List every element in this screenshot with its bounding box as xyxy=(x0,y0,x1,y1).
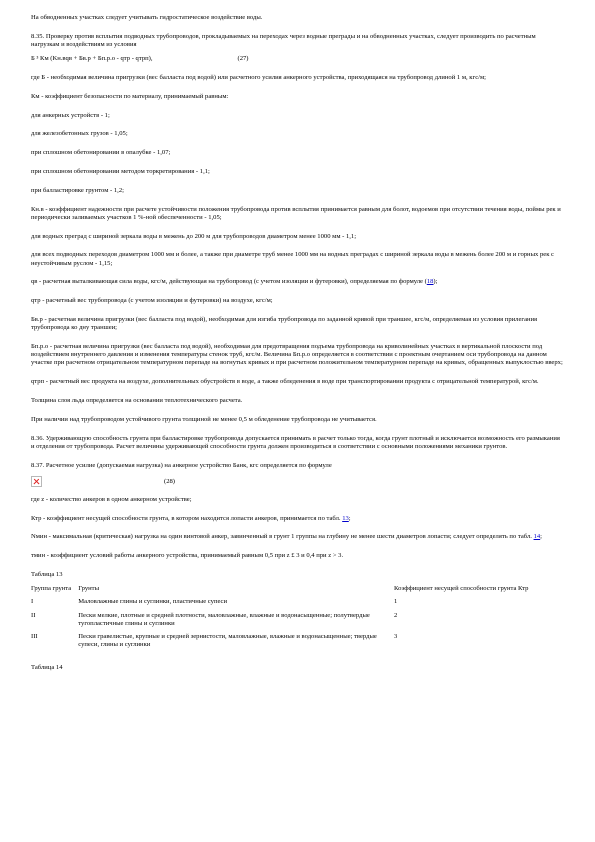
table-row xyxy=(31,612,565,633)
paragraph xyxy=(31,278,565,286)
paragraph: при сплошном обетонировании методом торкретирования - 1,1; xyxy=(31,167,210,175)
table-cell: 1 xyxy=(394,598,398,606)
paragraph: Км - коэффициент безопасности по материалу, принимаемый равным: xyxy=(31,92,229,100)
table-row xyxy=(31,633,565,654)
table-header-cell: Грунты xyxy=(78,585,99,593)
table-cell: 3 xyxy=(394,632,398,640)
paragraph xyxy=(31,533,565,541)
paragraph: тмин - коэффициент условий работы анкерного устройства, принимаемый равным 0,5 при z £ 3 и 0,4 при z > 3. xyxy=(31,552,344,560)
table-header-row xyxy=(31,585,565,598)
paragraph xyxy=(31,515,565,523)
paragraph-text: qв - расчетная выталкивающая сила воды, кгс/м, действующая на трубопровод (с учетом изоляции и футеровки), определяемая по формуле ( xyxy=(31,278,427,286)
paragraph-text: Ктр - коэффициент несущей способности грунта, в котором находится лопасти анкеров, принимается по табл. xyxy=(31,514,343,522)
table-13-link[interactable]: 13 xyxy=(342,514,349,522)
table-cell: Маловлажные глины и суглинки, пластичные супеси xyxy=(78,598,228,606)
table-header-cell: Коэффициент несущей способности грунта Ктр xyxy=(394,585,529,593)
paragraph: При наличии над трубопроводом устойчивого грунта толщиной не менее 0,5 м обледенение трубопровода не учитывается. xyxy=(31,415,377,423)
paragraph: 8.35. Проверку против всплытия подводных трубопроводов, прокладываемых на переходах через водные преграды и на обводненных участках, следует производить по расчетным нагрузкам и воздействиям из условия xyxy=(31,32,536,48)
paragraph: Кн.в - коэффициент надежности при расчете устойчивости положения трубопровода против всплытия принимается равным для болот, водоемов при отсутствии течения воды, поймы рек и периодически заливаемых участков 1 %-ной обеспеченности - 1,05; xyxy=(31,205,561,221)
paragraph: при балластировке грунтом - 1,2; xyxy=(31,186,124,194)
formula-number: (28) xyxy=(164,477,175,485)
paragraph-text: ); xyxy=(433,278,438,286)
paragraph-text: ; xyxy=(540,533,542,541)
paragraph: qтрп - расчетный вес продукта на воздухе, дополнительных обустройств в воде, а также обледенения в воде при транспортировании продукта с отрицательной температурой, кгс/м. xyxy=(31,378,539,386)
formula-number: (27) xyxy=(237,55,249,63)
paragraph: где Б - необходимая величина пригрузки (вес балласта под водой) или расчетного усилия анкерного устройства, приходящаяся на трубопровод длиной 1 м, кгс/м; xyxy=(31,74,486,81)
paragraph: для водных преград с шириной зеркала воды в межень до 200 м для трубопроводов диаметром менее 1000 мм - 1,1; xyxy=(31,232,357,240)
table-cell: Пески мелкие, плотные и средней плотности, маловлажные, влажные и водонасыщенные; полутвердые тугопластичные глины и суглинки xyxy=(78,611,370,627)
paragraph: qтр - расчетный вес трубопровода (с учетом изоляции и футеровки) на воздухе, кгс/м; xyxy=(31,297,273,305)
document-page xyxy=(31,14,565,683)
paragraph: при сплошном обетонировании в опалубке - 1,07; xyxy=(31,149,171,157)
table-cell: Пески гравелистые, крупные и средней зернистости, маловлажные, влажные и водонасыщенные; твердые супеси, глины и суглинки xyxy=(78,632,377,649)
paragraph: 8.37. Расчетное усилие (допускаемая нагрузка) на анкерное устройство Банк, кгс определяется по формуле xyxy=(31,461,332,469)
broken-image-icon xyxy=(31,476,42,487)
formula-18-link[interactable]: 18 xyxy=(426,278,434,286)
paragraph: Толщина слоя льда определяется на основании теплотехнического расчета. xyxy=(31,396,243,404)
table-row xyxy=(31,598,565,611)
paragraph-text: Nмин - максимальная (критическая) нагрузка на один винтовой анкер, завинченный в грунт 1 группы на глубину не менее шести диаметров лопасти; следует определять по табл. xyxy=(31,533,534,541)
table-14-link[interactable]: 14 xyxy=(533,533,541,541)
formula-text: Б ³ Км (Kн.вqв + Бв.р + Бп.р.о - qтр - qтрп), xyxy=(31,55,153,63)
table-cell: III xyxy=(31,632,38,640)
table-header-cell: Группа грунта xyxy=(31,585,72,593)
paragraph: Бп.р.о - расчетная величина пригрузки (вес балласта под водой), необходимая для предотвращения подъема трубопровода на криволинейных участках в вертикальной плоскости под воздействием внутреннего давления и изменения температуры стенок труб, кгс/м. Величина Бп.р.о определяется в соответствии с проектным очертанием оси трубопровода на данном участке при расчетном отрицательном температурном перепаде на вогнутых кривых и при расчетном положительном температурном перепаде на кривых, обращенных выпуклостью вверх; xyxy=(31,342,563,367)
formula-27 xyxy=(31,55,565,63)
table-title: Таблица 13 xyxy=(31,570,63,578)
paragraph: На обводненных участках следует учитывать гидростатическое воздействие воды. xyxy=(31,14,263,21)
paragraph: где z - количество анкеров в одном анкерном устройстве; xyxy=(31,495,192,503)
table-cell: 2 xyxy=(394,611,398,619)
table-13 xyxy=(31,585,565,654)
table-cell: II xyxy=(31,611,36,619)
table-title: Таблица 14 xyxy=(31,664,63,672)
formula-28 xyxy=(31,476,565,488)
paragraph: 8.36. Удерживающую способность грунта при балластировке трубопровода допускается принимать в расчет только тогда, когда грунт плотный и исключается возможность его размыкания и отделения от трубопровода. Расчет величины удерживающей способности грунта должен производиться в соответствии с основными положениями механики грунтов. xyxy=(31,434,560,450)
paragraph: для всех подводных переходов диаметром 1000 мм и более, а также при диаметре труб менее 1000 мм на водных преградах с шириной зеркала воды в межень более 200 м и горных рек с неустойчивым руслом - 1,15; xyxy=(31,251,554,267)
paragraph: для анкерных устройств - 1; xyxy=(31,111,110,119)
paragraph: Бв.р - расчетная величина пригрузки (вес балласта под водой), необходимая для изгиба трубопровода по заданной кривой при траншее, кгс/м, определяемая из условия прилегания трубопровода ко дну траншеи; xyxy=(31,315,538,332)
paragraph: для железобетонных грузов - 1,05; xyxy=(31,130,128,138)
paragraph-text: ; xyxy=(348,514,351,522)
table-cell: I xyxy=(31,598,34,606)
